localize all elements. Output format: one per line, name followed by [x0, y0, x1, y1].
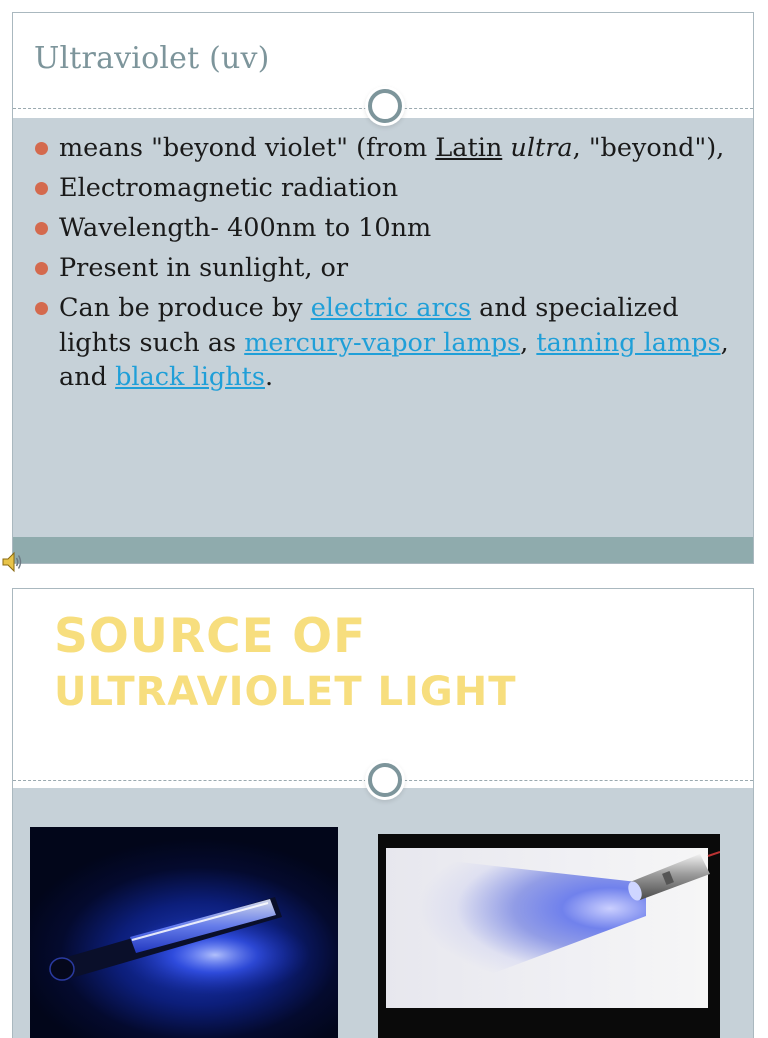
bullet-text: Electromagnetic radiation	[59, 173, 399, 203]
bullet-text: Can be produce by	[59, 293, 311, 323]
bullet-text: , "beyond"),	[572, 133, 725, 163]
slide-ultraviolet	[12, 12, 754, 564]
uv-tube-lamp-photo	[30, 827, 338, 1038]
bullet-dot-icon	[35, 302, 48, 315]
bullet-text: .	[264, 362, 274, 392]
bullet-list	[35, 131, 747, 400]
circle-ring-icon	[368, 763, 402, 797]
list-item	[35, 171, 747, 206]
bullet-text: ,	[520, 327, 537, 358]
bullet-dot-icon	[35, 222, 48, 235]
bullet-text: , and	[59, 327, 729, 392]
tanning-lamps-link[interactable]: tanning lamps	[536, 327, 721, 358]
bullet-dot-icon	[35, 182, 48, 195]
bullet-dot-icon	[35, 142, 48, 155]
list-item	[35, 211, 747, 246]
circle-ring-icon	[368, 89, 402, 123]
bullet-text: Wavelength- 400nm to 10nm	[59, 213, 432, 243]
uv-flashlight-photo	[378, 834, 720, 1038]
bullet-dot-icon	[35, 262, 48, 275]
list-item	[35, 251, 747, 286]
footer-bar	[13, 537, 753, 564]
electric-arcs-link[interactable]: electric arcs	[310, 293, 472, 323]
ultra-italic: ultra	[510, 133, 573, 163]
slide-title: Ultraviolet (uv)	[34, 41, 270, 76]
bullet-text: and specialized lights such as	[59, 293, 679, 358]
speaker-icon[interactable]	[1, 550, 23, 574]
slide-title-line1: SOURCE OF	[54, 609, 367, 664]
bullet-text: Present in sunlight, or	[59, 253, 349, 283]
mercury-vapor-lamps-link[interactable]: mercury-vapor lamps	[244, 327, 521, 358]
bullet-text: means "beyond violet" (from	[59, 133, 436, 163]
slide-source-of-uv	[12, 588, 754, 1038]
latin-link[interactable]: Latin	[435, 133, 503, 163]
list-item	[35, 291, 747, 395]
list-item	[35, 131, 747, 166]
black-lights-link[interactable]: black lights	[115, 362, 265, 392]
slide-title-line2: ULTRAVIOLET LIGHT	[54, 669, 517, 715]
